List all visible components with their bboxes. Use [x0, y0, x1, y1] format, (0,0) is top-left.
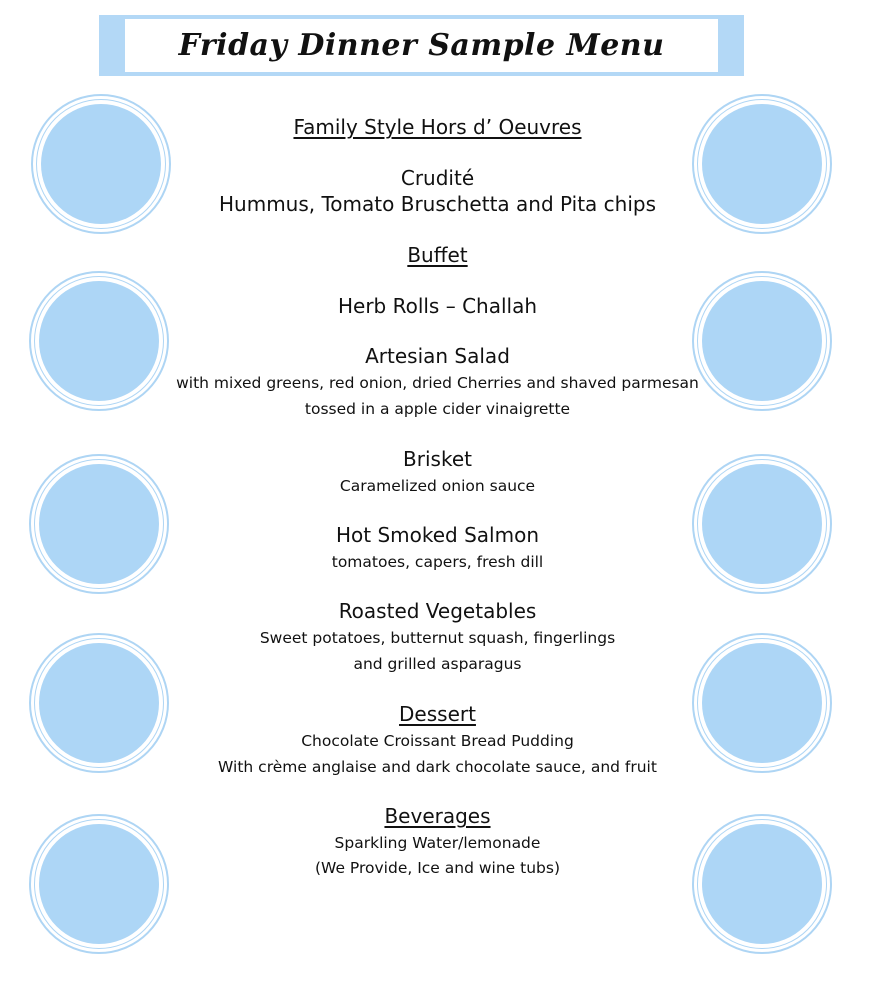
beverages-item: Sparkling Water/lemonade	[334, 834, 541, 852]
title-panel	[125, 19, 718, 72]
dish-hummus-bruschetta-pita: Hummus, Tomato Bruschetta and Pita chips	[219, 192, 656, 216]
brisket-description: Caramelized onion sauce	[339, 477, 536, 495]
title-banner	[99, 15, 744, 76]
salad-description-line-2: tossed in a apple cider vinaigrette	[304, 400, 571, 418]
vegetables-description-line-1: Sweet potatoes, butternut squash, fingerlings	[259, 629, 616, 647]
dish-artesian-salad: Artesian Salad	[365, 344, 510, 368]
vegetables-description-line-2: and grilled asparagus	[353, 655, 522, 673]
section-heading-beverages: Beverages	[384, 804, 491, 828]
dessert-description: With crème anglaise and dark chocolate sauce, and fruit	[218, 758, 657, 776]
dish-roasted-vegetables: Roasted Vegetables	[338, 599, 537, 623]
beverages-description: (We Provide, Ice and wine tubs)	[314, 859, 560, 877]
section-heading-buffet: Buffet	[407, 243, 468, 267]
dish-brisket: Brisket	[403, 447, 472, 471]
salmon-description: tomatoes, capers, fresh dill	[331, 553, 544, 571]
section-heading-dessert: Dessert	[399, 702, 476, 726]
dish-hot-smoked-salmon: Hot Smoked Salmon	[335, 523, 540, 547]
salad-description-line-1: with mixed greens, red onion, dried Cherries and shaved parmesan	[176, 374, 699, 392]
section-heading-hors-doeuvres: Family Style Hors d’ Oeuvres	[293, 115, 582, 139]
dish-herb-rolls: Herb Rolls – Challah	[337, 294, 538, 318]
dessert-item: Chocolate Croissant Bread Pudding	[301, 732, 574, 750]
page-title: Friday Dinner Sample Menu	[178, 28, 665, 63]
dish-crudite: Crudité	[400, 166, 475, 190]
